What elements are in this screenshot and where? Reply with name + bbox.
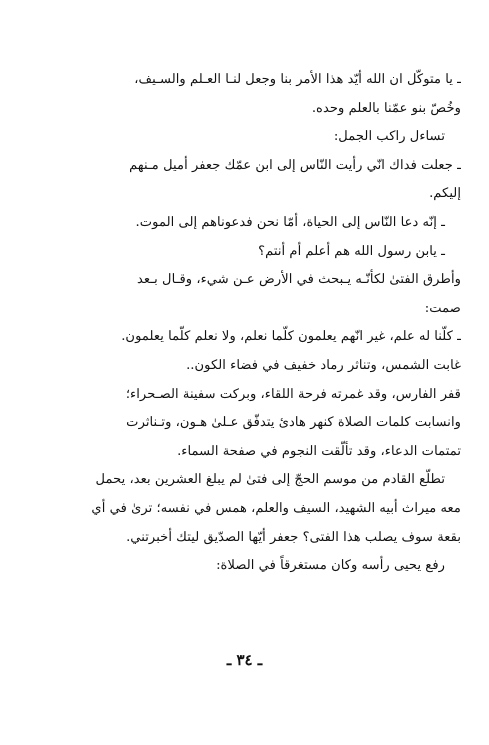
text-line: ـ يا متوكّل ان الله أيّد هذا الأمر بنا وجعل لنـا العـلم والسـيف، xyxy=(134,72,461,87)
text-line: رفع يحيى رأسه وكان مستغرقاً في الصلاة: xyxy=(216,558,445,574)
text-line: وأطرق الفتىٰ لكأنّـه يـبحث في الأرض عـن شيء، وقـال بـعد xyxy=(136,272,461,288)
text-line: ـ كلّنا له علم، غير انّهم يعلمون كلّما نعلم، ولا نعلم كلّما يعلمون. xyxy=(121,329,461,345)
text-line: غابت الشمس، وتناثر رماد خفيف في فضاء الكون.. xyxy=(186,357,461,373)
text-line: قفر الفارس، وقد غمرته فرحة اللقاء، وبركت سفينة الصـحراء؛ xyxy=(125,386,461,402)
text-line: إليكم. xyxy=(429,186,461,202)
text-line: ـ إنّه دعا النّاس إلى الحياة، أمّا نحن فدعوناهم إلى الموت. xyxy=(135,214,445,230)
text-line: ـ جعلت فداك انّي رأيت النّاس إلى ابن عمّك جعفر أميل مـنهم xyxy=(129,157,461,173)
text-line: صمت: xyxy=(424,300,461,316)
text-line: معه ميراث أبيه الشهيد، السيف والعلم، همس في نفسه؛ ترىٰ في أي xyxy=(91,500,461,516)
text-line: وخُصّ بنو عمّنا بالعلم وحده. xyxy=(311,100,461,116)
page-number: ـ ٣٤ ـ xyxy=(226,651,263,669)
text-line: بقعة سوف يصلب هذا الفتى؟ جعفر أيّها الصدّيق ليتك أخبرتني. xyxy=(126,529,461,545)
text-line: تساءل راكب الجمل: xyxy=(333,129,445,145)
text-line: تطلّع القادم من موسم الحجّ إلى فتىٰ لم يبلغ العشرين بعد، يحمل xyxy=(95,472,445,488)
body-text xyxy=(16,66,461,581)
text-line: ـ يابن رسول الله هم أعلم أم أنتم؟ xyxy=(258,243,445,259)
text-line: وانسابت كلمات الصلاة كنهر هادئ يتدفّق عـلىٰ هـون، وتـناثرت xyxy=(126,415,461,431)
text-line: تمتمات الدعاء، وقد تألّقت النجوم في صفحة السماء. xyxy=(177,443,461,459)
